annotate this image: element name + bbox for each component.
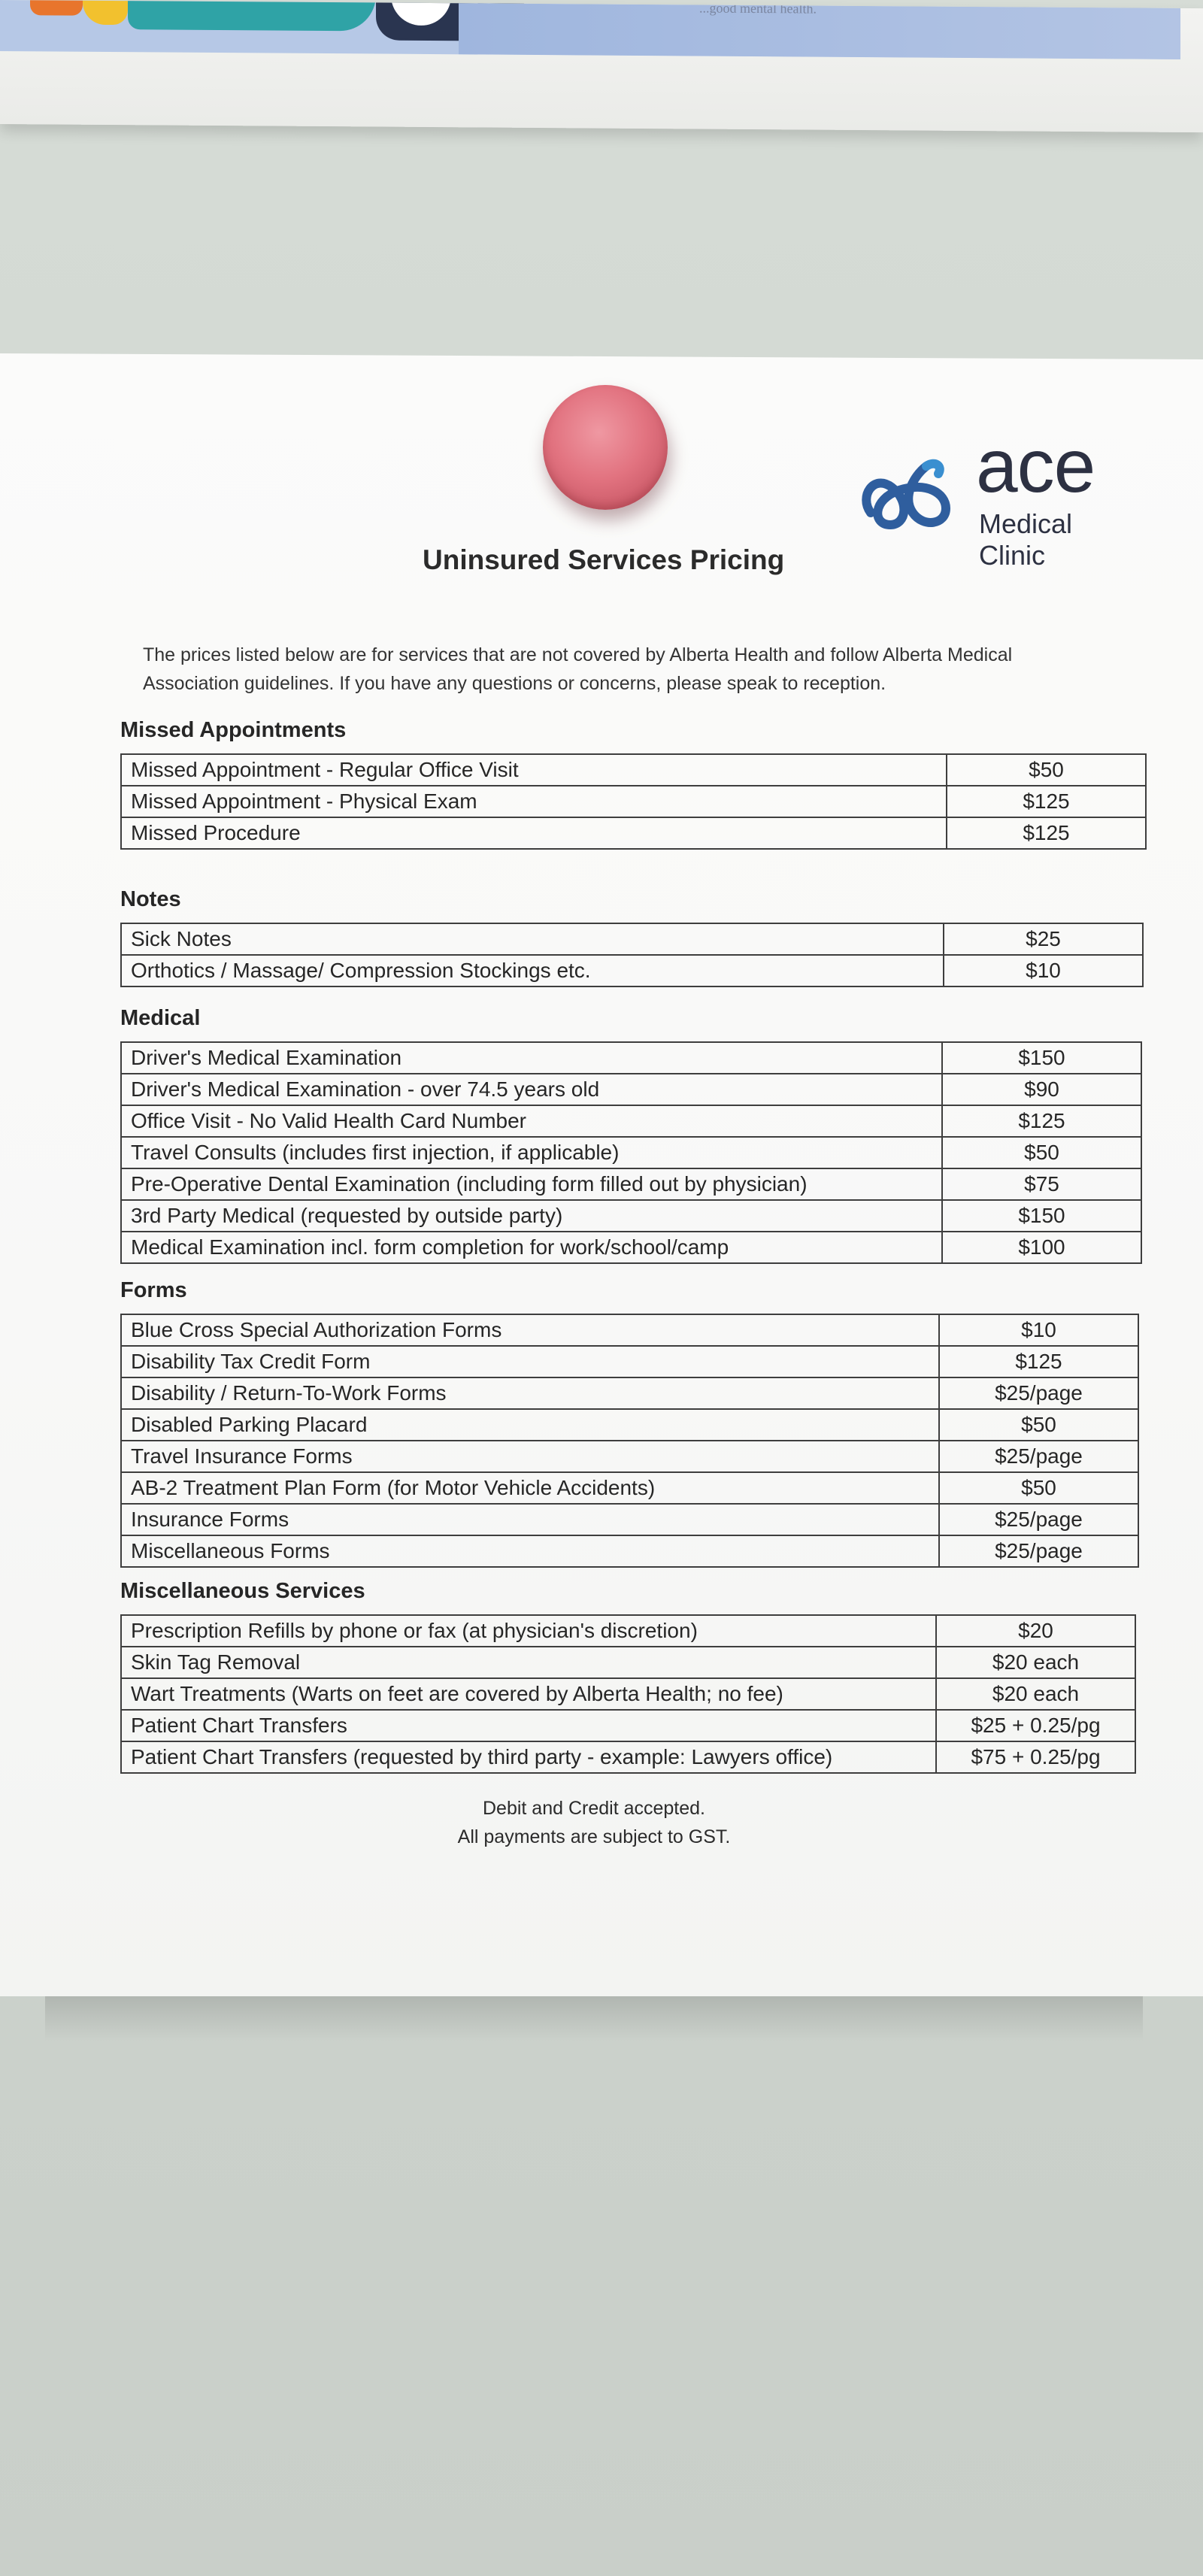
- section-forms: [120, 1278, 1139, 1568]
- service-cell: Wart Treatments (Warts on feet are covered by Alberta Health; no fee): [121, 1678, 936, 1710]
- service-cell: Travel Consults (includes first injection, if applicable): [121, 1137, 942, 1168]
- table-row: [121, 955, 1143, 986]
- table-row: [121, 1168, 1141, 1200]
- table-row: [121, 1200, 1141, 1232]
- service-cell: Blue Cross Special Authorization Forms: [121, 1314, 939, 1346]
- table-row: [121, 1535, 1138, 1567]
- service-cell: Missed Appointment - Regular Office Visit: [121, 754, 947, 786]
- service-cell: 3rd Party Medical (requested by outside party): [121, 1200, 942, 1232]
- table-row: [121, 1504, 1138, 1535]
- service-cell: Office Visit - No Valid Health Card Number: [121, 1105, 942, 1137]
- price-cell: $25/page: [939, 1441, 1138, 1472]
- table-row: [121, 1710, 1135, 1741]
- table-row: [121, 1615, 1135, 1647]
- table-row: [121, 1678, 1135, 1710]
- price-table: [120, 923, 1144, 987]
- price-cell: $125: [939, 1346, 1138, 1377]
- price-cell: $25: [944, 923, 1143, 955]
- footer-line-payment-methods: Debit and Credit accepted.: [482, 1798, 705, 1819]
- price-cell: $25/page: [939, 1377, 1138, 1409]
- price-cell: $50: [939, 1409, 1138, 1441]
- section-heading: Forms: [120, 1278, 187, 1302]
- service-cell: Prescription Refills by phone or fax (at physician's discretion): [121, 1615, 936, 1647]
- table-row: [121, 1377, 1138, 1409]
- table-row: [121, 923, 1143, 955]
- table-row: [121, 817, 1146, 849]
- service-cell: Missed Appointment - Physical Exam: [121, 786, 947, 817]
- magnet: [543, 385, 668, 510]
- table-row: [121, 1137, 1141, 1168]
- service-cell: Pre-Operative Dental Examination (including form filled out by physician): [121, 1168, 942, 1200]
- footer-line-gst: All payments are subject to GST.: [457, 1826, 731, 1847]
- table-row: [121, 1741, 1135, 1773]
- page-title: Uninsured Services Pricing: [423, 544, 785, 575]
- section-missed-appointments: [120, 718, 1147, 850]
- price-table: [120, 753, 1147, 850]
- table-row: [121, 1042, 1141, 1074]
- ace-logo-mark-icon: [857, 444, 962, 534]
- service-cell: Disabled Parking Placard: [121, 1409, 939, 1441]
- price-cell: $20: [936, 1615, 1135, 1647]
- table-row: [121, 1314, 1138, 1346]
- service-cell: AB-2 Treatment Plan Form (for Motor Vehicle Accidents): [121, 1472, 939, 1504]
- price-cell: $150: [942, 1200, 1141, 1232]
- price-cell: $125: [947, 817, 1146, 849]
- price-cell: $25/page: [939, 1535, 1138, 1567]
- logo-brand-text: ace: [976, 424, 1095, 508]
- poster-shape-orange: [30, 0, 83, 16]
- service-cell: Driver's Medical Examination: [121, 1042, 942, 1074]
- service-cell: Missed Procedure: [121, 817, 947, 849]
- table-row: [121, 1647, 1135, 1678]
- poster-shape-sky: [459, 3, 1180, 59]
- price-cell: $150: [942, 1042, 1141, 1074]
- price-cell: $20 each: [936, 1678, 1135, 1710]
- service-cell: Disability Tax Credit Form: [121, 1346, 939, 1377]
- price-cell: $75 + 0.25/pg: [936, 1741, 1135, 1773]
- price-table: [120, 1614, 1136, 1774]
- table-row: [121, 1472, 1138, 1504]
- service-cell: Medical Examination incl. form completion for work/school/camp: [121, 1232, 942, 1263]
- price-cell: $100: [942, 1232, 1141, 1263]
- table-row: [121, 1409, 1138, 1441]
- price-cell: $50: [947, 754, 1146, 786]
- section-notes: [120, 887, 1144, 987]
- table-row: [121, 1232, 1141, 1263]
- section-heading: Missed Appointments: [120, 718, 347, 742]
- price-cell: $20 each: [936, 1647, 1135, 1678]
- section-miscellaneous-services: [120, 1579, 1136, 1774]
- price-cell: $125: [942, 1105, 1141, 1137]
- section-heading: Miscellaneous Services: [120, 1579, 365, 1603]
- payment-footer: [376, 1794, 812, 1851]
- service-cell: Driver's Medical Examination - over 74.5 years old: [121, 1074, 942, 1105]
- price-cell: $50: [942, 1137, 1141, 1168]
- table-row: [121, 1074, 1141, 1105]
- price-cell: $25/page: [939, 1504, 1138, 1535]
- table-row: [121, 1105, 1141, 1137]
- price-cell: $90: [942, 1074, 1141, 1105]
- service-cell: Sick Notes: [121, 923, 944, 955]
- price-cell: $10: [944, 955, 1143, 986]
- service-cell: Patient Chart Transfers (requested by third party - example: Lawyers office): [121, 1741, 936, 1773]
- poster-fragment-text: ...good mental health.: [699, 0, 817, 17]
- table-row: [121, 786, 1146, 817]
- price-cell: $25 + 0.25/pg: [936, 1710, 1135, 1741]
- service-cell: Orthotics / Massage/ Compression Stockings etc.: [121, 955, 944, 986]
- service-cell: Patient Chart Transfers: [121, 1710, 936, 1741]
- poster-shape-yellow: [83, 0, 128, 25]
- price-table: [120, 1041, 1142, 1264]
- price-cell: $125: [947, 786, 1146, 817]
- table-row: [121, 754, 1146, 786]
- service-cell: Disability / Return-To-Work Forms: [121, 1377, 939, 1409]
- table-row: [121, 1346, 1138, 1377]
- paper-shadow: [45, 1996, 1143, 2041]
- section-heading: Notes: [120, 887, 181, 911]
- intro-paragraph: The prices listed below are for services that are not covered by Alberta Health and follow Alberta Medical Association guidelines. If you have any questions or concerns, please speak to reception.: [143, 644, 1013, 694]
- price-cell: $10: [939, 1314, 1138, 1346]
- section-medical: [120, 1006, 1142, 1264]
- top-poster-artwork: [0, 0, 1180, 59]
- top-poster-sheet: [0, 0, 1203, 132]
- price-cell: $75: [942, 1168, 1141, 1200]
- service-cell: Skin Tag Removal: [121, 1647, 936, 1678]
- price-cell: $50: [939, 1472, 1138, 1504]
- service-cell: Travel Insurance Forms: [121, 1441, 939, 1472]
- table-row: [121, 1441, 1138, 1472]
- service-cell: Miscellaneous Forms: [121, 1535, 939, 1567]
- poster-shape-teal: [128, 0, 376, 31]
- logo-subtitle: Medical Clinic: [979, 508, 1073, 571]
- section-heading: Medical: [120, 1006, 201, 1030]
- service-cell: Insurance Forms: [121, 1504, 939, 1535]
- clinic-logo: [857, 424, 1143, 571]
- price-table: [120, 1314, 1139, 1568]
